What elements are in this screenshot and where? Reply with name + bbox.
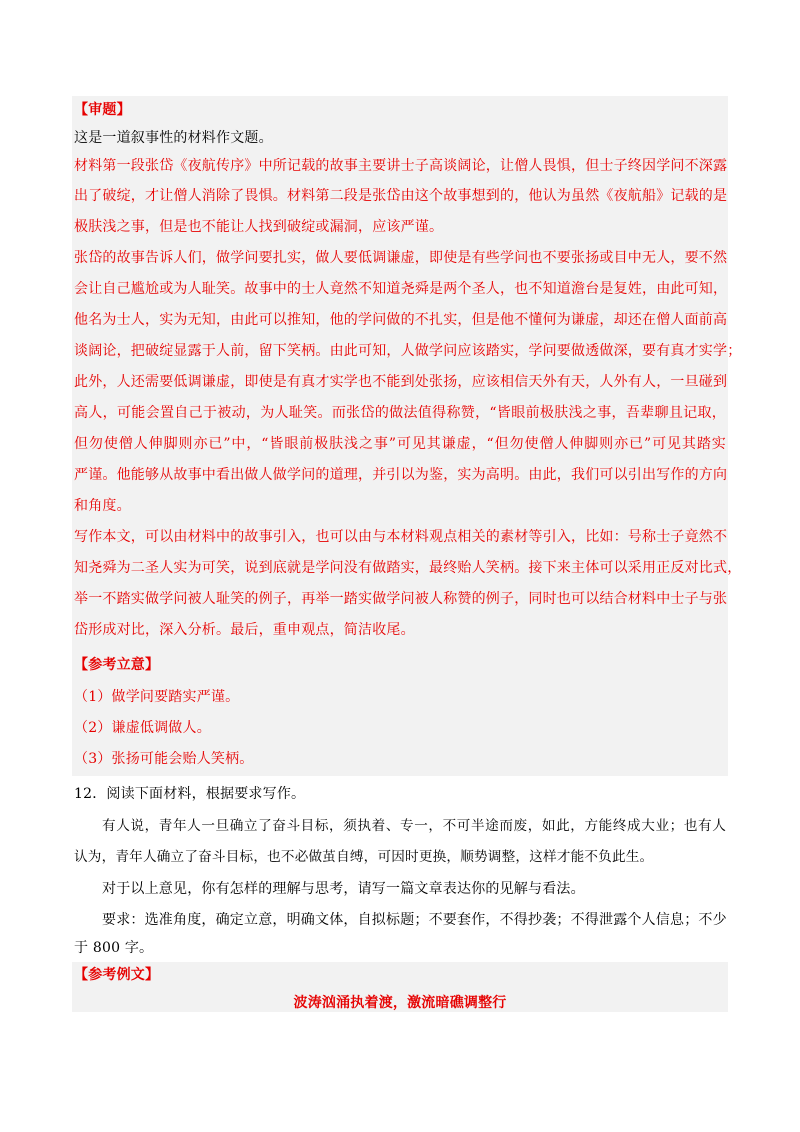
reference-item: （1）做学问要踏实严谨。: [74, 689, 240, 705]
review-line: 但勿使僧人伸脚则亦已”中，“皆眼前极肤浅之事”可见其谦虚，“但勿使僧人伸脚则亦已”可见其踏实: [74, 436, 726, 452]
question-prompt: 对于以上意见，你有怎样的理解与思考，请写一篇文章表达你的见解与看法。: [102, 881, 585, 897]
review-line: 谈阔论，把破绽显露于人前，留下笑柄。由此可知，人做学问应该踏实，学问要做透做深，要有真才实学；: [74, 343, 742, 359]
review-line: 严谨。他能够从故事中看出做人做学问的道理，并引以为鉴，实为高明。由此，我们可以引出写作的方向: [74, 467, 728, 483]
review-line: 张岱的故事告诉人们，做学问要扎实，做人要低调谦虚，即使是有些学问也不要张扬或目中无人，要不然: [74, 250, 728, 266]
review-heading: 【审题】: [74, 102, 131, 118]
review-line: 极肤浅之事，但是也不能让人找到破绽或漏洞，应该严谨。: [74, 219, 444, 235]
review-line: 材料第一段张岱《夜航传序》中所记载的故事主要讲士子高谈阔论，让僧人畏惧，但士子终因学问不深露: [74, 158, 728, 174]
material-line: 有人说，青年人一旦确立了奋斗目标，须执着、专一，不可半途而废，如此，方能终成大业；也有人: [102, 818, 726, 834]
review-line: 出了破绽，才让僧人消除了畏惧。材料第二段是张岱由这个故事想到的，他认为虽然《夜航船》记载的是: [74, 188, 728, 204]
review-line: 举一不踏实做学问被人耻笑的例子，再举一踏实做学问被人称赞的例子，同时也可以结合材料中士子与张: [74, 591, 728, 607]
review-line: 和角度。: [74, 498, 131, 514]
reference-item: （2）谦虚低调做人。: [74, 720, 211, 736]
review-line: 岱形成对比，深入分析。最后，重申观点，简洁收尾。: [74, 622, 415, 638]
question-number-line: 12．阅读下面材料，根据要求写作。: [74, 786, 306, 802]
essay-heading: 【参考例文】: [74, 967, 160, 983]
requirement-line: 要求：选准角度，确定立意，明确文体，自拟标题；不要套作，不得抄袭；不得泄露个人信息；不少: [102, 912, 727, 928]
review-line: 此外，人还需要低调谦虚，即使是有真才实学也不能到处张扬，应该相信天外有天，人外有人，一旦碰到: [74, 374, 728, 390]
essay-title: 波涛汹涌执着渡，激流暗礁调整行: [293, 995, 507, 1011]
reference-heading: 【参考立意】: [74, 657, 160, 673]
review-line: 会让自己尴尬或为人耻笑。故事中的士人竟然不知道尧舜是两个圣人，也不知道澹台是复姓，由此可知，: [74, 281, 728, 297]
requirement-line: 于 800 字。: [74, 940, 154, 956]
review-line: 他名为士人，实为无知，由此可以推知，他的学问做的不扎实，但是他不懂何为谦虚，却还在僧人面前高: [74, 312, 728, 328]
review-intro: 这是一道叙事性的材料作文题。: [74, 130, 273, 146]
review-line: 高人，可能会置自己于被动，为人耻笑。而张岱的做法值得称赞，“皆眼前极肤浅之事，吾辈聊且记取，: [74, 405, 726, 421]
review-line: 知尧舜为二圣人实为可笑，说到底就是学问没有做踏实，最终贻人笑柄。接下来主体可以采用正反对比式，: [74, 560, 742, 576]
review-line: 写作本文，可以由材料中的故事引入，也可以由与本材料观点相关的素材等引入，比如：号称士子竟然不: [74, 529, 728, 545]
reference-item: （3）张扬可能会贻人笑柄。: [74, 751, 254, 767]
material-line: 认为，青年人确立了奋斗目标，也不必做茧自缚，可因时更换，顺势调整，这样才能不负此生。: [74, 849, 654, 865]
